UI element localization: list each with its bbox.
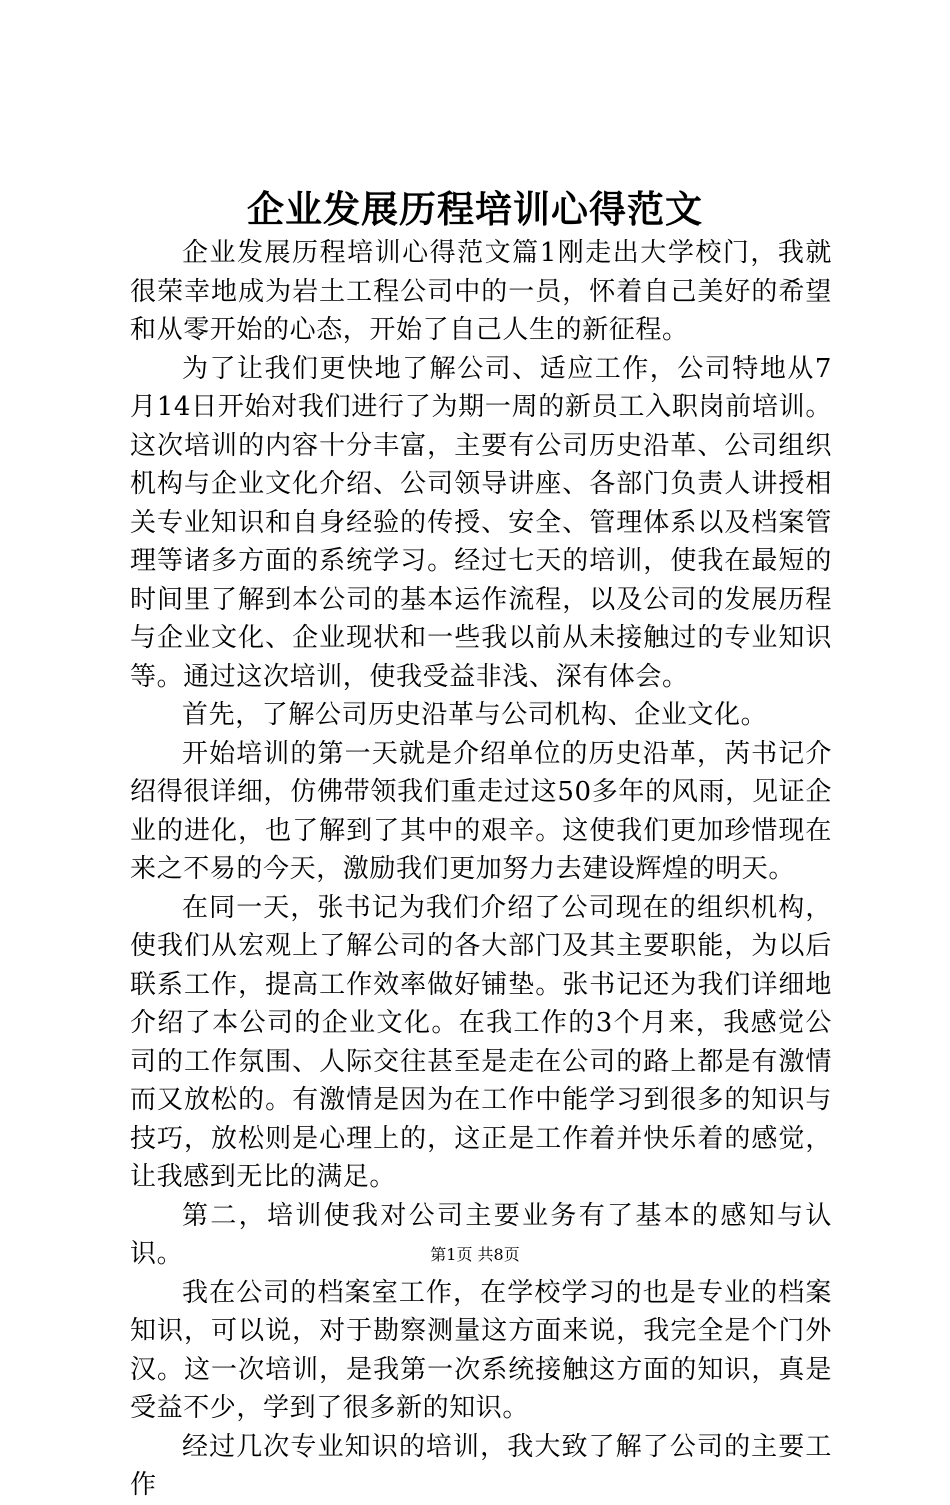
paragraph: 经过几次专业知识的培训，我大致了解了公司的主要工作 — [130, 1431, 832, 1500]
page-number-footer: 第1页 共8页 — [430, 1245, 520, 1264]
paragraph: 企业发展历程培训心得范文篇1刚走出大学校门，我就很荣幸地成为岩土工程公司中的一员，怀着自己美好的希望和从零开始的心态，开始了自己人生的新征程。 — [130, 238, 832, 345]
paragraph: 开始培训的第一天就是介绍单位的历史沿革，芮书记介绍得很详细，仿佛带领我们重走过这50多年的风雨，见证企业的进化，也了解到了其中的艰辛。这使我们更加珍惜现在来之不易的今天，激励我们更加努力去建设辉煌的明天。 — [130, 738, 832, 884]
document-body — [130, 234, 832, 1505]
paragraph: 在同一天，张书记为我们介绍了公司现在的组织机构，使我们从宏观上了解公司的各大部门及其主要职能，为以后联系工作，提高工作效率做好铺垫。张书记还为我们详细地介绍了本公司的企业文化。在我工作的3个月来，我感觉公司的工作氛围、人际交往甚至是走在公司的路上都是有激情而又放松的。有激情是因为在工作中能学习到很多的知识与技巧，放松则是心理上的，这正是工作着并快乐着的感觉，让我感到无比的满足。 — [130, 892, 832, 1192]
paragraph: 我在公司的档案室工作，在学校学习的也是专业的档案知识，可以说，对于勘察测量这方面来说，我完全是个门外汉。这一次培训，是我第一次系统接触这方面的知识，真是受益不少，学到了很多新的知识。 — [130, 1277, 832, 1423]
paragraph: 第二，培训使我对公司主要业务有了基本的感知与认识。 — [130, 1200, 832, 1269]
paragraph: 首先，了解公司历史沿革与公司机构、企业文化。 — [182, 700, 768, 730]
document-title: 企业发展历程培训心得范文 — [247, 187, 703, 231]
paragraph: 为了让我们更快地了解公司、适应工作，公司特地从7月14日开始对我们进行了为期一周的新员工入职岗前培训。这次培训的内容十分丰富，主要有公司历史沿革、公司组织机构与企业文化介绍、公司领导讲座、各部门负责人讲授相关专业知识和自身经验的传授、安全、管理体系以及档案管理等诸多方面的系统学习。经过七天的培训，使我在最短的时间里了解到本公司的基本运作流程，以及公司的发展历程与企业文化、企业现状和一些我以前从未接触过的专业知识等。通过这次培训，使我受益非浅、深有体会。 — [130, 353, 832, 692]
